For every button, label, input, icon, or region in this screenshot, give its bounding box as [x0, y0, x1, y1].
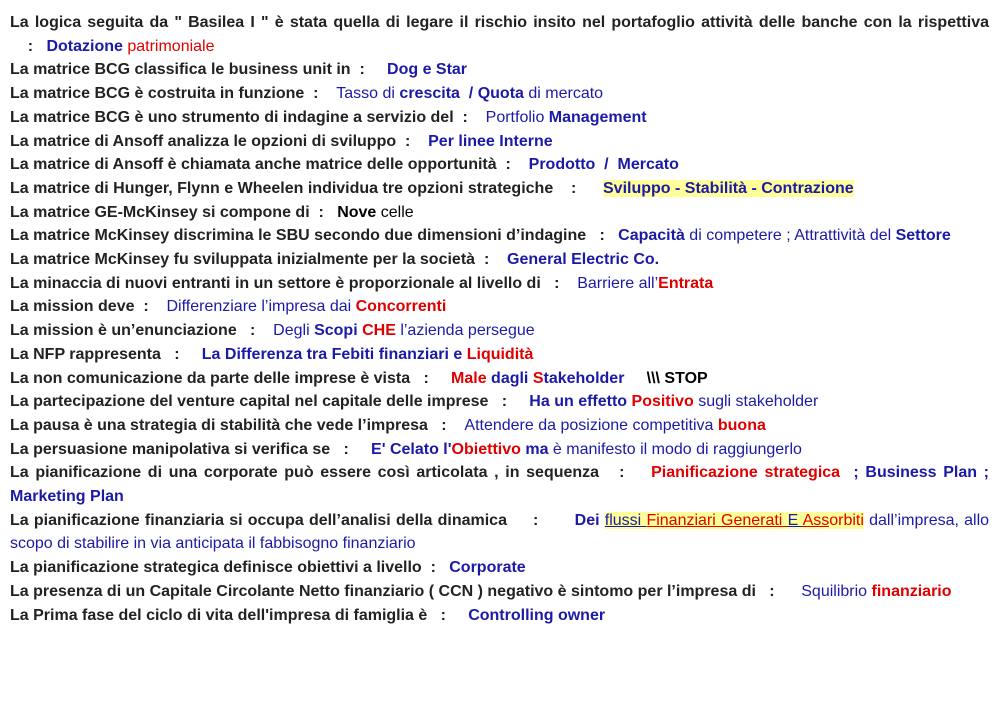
answer-segment: Tasso di: [336, 85, 400, 103]
answer-segment: Degli: [273, 322, 315, 340]
separator: :: [553, 179, 603, 197]
entry-21: [10, 556, 989, 580]
separator: :: [488, 393, 530, 411]
answer-segment: dagli: [486, 369, 533, 387]
answer-segment: Squilibrio: [801, 582, 872, 600]
separator: :: [540, 274, 578, 292]
entry-17: [10, 414, 989, 438]
question-text: La matrice BCG è costruita in funzione: [10, 85, 305, 103]
answer-segment: Dotazione: [46, 37, 128, 55]
question-text: La non comunicazione da parte delle imprese è vista: [10, 369, 411, 387]
answer-segment: Prodotto / Mercato: [528, 156, 679, 174]
answer-segment: Capacità: [618, 227, 685, 245]
answer-segment: celle: [376, 203, 414, 221]
answer-segment: buona: [717, 416, 766, 434]
answer-segment: di mercato: [523, 85, 604, 103]
answer-segment: Barriere all’: [577, 274, 659, 292]
answer-segment: Obiettivo: [451, 440, 521, 458]
question-text: La matrice BCG classifica le business unit in: [10, 61, 351, 79]
answer-segment: Positivo: [631, 393, 694, 411]
separator: :: [309, 203, 338, 221]
question-text: La NFP rappresenta: [10, 345, 161, 363]
entry-6: [10, 153, 989, 177]
answer-segment: CHE: [357, 322, 396, 340]
entry-11: [10, 272, 989, 296]
answer-segment: Corporate: [449, 559, 526, 577]
question-text: La matrice GE-McKinsey si compone di: [10, 203, 310, 221]
entry-3: [10, 82, 989, 106]
separator: :: [350, 61, 388, 79]
answer-segment: flussi: [604, 511, 647, 529]
question-text: La logica seguita da " Basilea I " è stata quella di legare il rischio insito nel portafoglio attività delle banche con la rispettiva: [10, 14, 989, 31]
separator: :: [755, 582, 802, 600]
answer-segment: takeholder: [543, 369, 625, 387]
answer-segment: Portfolio: [485, 108, 549, 126]
question-text: La mission è un’enunciazione: [10, 322, 237, 340]
separator: :: [236, 322, 274, 340]
answer-segment: \\\ STOP: [624, 369, 708, 387]
entry-22: [10, 580, 989, 604]
entry-14: [10, 343, 989, 367]
answer-segment: di competere ; Attrattività del: [684, 227, 896, 245]
question-text: La partecipazione del venture capital nel capitale delle imprese: [10, 393, 489, 411]
separator: :: [586, 227, 619, 245]
entry-15: [10, 367, 989, 391]
answer-segment: orbiti: [829, 511, 864, 529]
answer-segment: Controlling owner: [468, 606, 606, 624]
entry-7: [10, 177, 989, 201]
answer-segment: E' Celato l': [371, 440, 452, 458]
entry-10: [10, 248, 989, 272]
separator: :: [475, 251, 508, 269]
entry-5: [10, 130, 989, 154]
separator: :: [410, 369, 452, 387]
question-text: La matrice McKinsey discrimina le SBU secondo due dimensioni d’indagine: [10, 227, 587, 245]
answer-segment: crescita / Quota: [399, 85, 524, 103]
answer-segment: è manifesto il modo di raggiungerlo: [548, 440, 802, 458]
answer-segment: Attendere da posizione competitiva: [464, 416, 718, 434]
question-text: La pianificazione finanziaria si occupa dell’analisi della dinamica: [10, 511, 507, 529]
separator: :: [427, 606, 469, 624]
answer-segment: Finanziari Generati: [646, 511, 788, 529]
answer-segment: Per linee Interne: [428, 132, 553, 150]
answer-segment: Ha un effetto: [529, 393, 632, 411]
answer-segment: Liquidità: [466, 345, 534, 363]
document-body: [10, 11, 994, 627]
entry-4: [10, 106, 989, 130]
question-text: La Prima fase del ciclo di vita dell'impresa di famiglia è: [10, 606, 428, 624]
entry-19: [10, 461, 994, 508]
separator: :: [496, 156, 529, 174]
question-text: La matrice BCG è uno strumento di indagine a servizio del: [10, 108, 454, 126]
answer-segment: patrimoniale: [127, 37, 215, 55]
entry-1: [10, 11, 989, 58]
question-text: La presenza di un Capitale Circolante Netto finanziario ( CCN ) negativo è sintomo per l’impresa di: [10, 582, 756, 600]
answer-segment: Ass: [802, 511, 830, 529]
answer-segment: Nove: [337, 203, 377, 221]
answer-segment: Dei: [574, 511, 605, 529]
question-text: La pianificazione di una corporate può essere così articolata , in sequenza: [10, 464, 600, 482]
question-text: La mission deve: [10, 298, 135, 316]
question-text: La persuasione manipolativa si verifica se: [10, 440, 331, 458]
entry-13: [10, 319, 989, 343]
separator: :: [396, 132, 429, 150]
separator: :: [160, 345, 202, 363]
question-text: La minaccia di nuovi entranti in un settore è proporzionale al livello di: [10, 274, 541, 292]
question-text: La matrice di Ansoff è chiamata anche matrice delle opportunità: [10, 156, 497, 174]
answer-segment: ; Business Plan ; Marketing Plan: [10, 464, 994, 506]
separator: :: [134, 298, 167, 316]
question-text: La matrice di Ansoff analizza le opzioni di sviluppo: [10, 132, 397, 150]
answer-segment: S: [532, 369, 544, 387]
entry-16: [10, 390, 989, 414]
entry-20: [10, 509, 994, 556]
answer-segment: General Electric Co.: [507, 251, 660, 269]
question-text: La matrice di Hunger, Flynn e Wheelen individua tre opzioni strategiche: [10, 179, 554, 197]
answer-segment: Concorrenti: [355, 298, 447, 316]
answer-segment: dall’impresa, allo scopo di stabilire in via anticipata il fabbisogno finanziario: [10, 511, 994, 553]
entry-2: [10, 58, 989, 82]
answer-segment: Management: [548, 108, 647, 126]
entry-12: [10, 295, 989, 319]
question-text: La matrice McKinsey fu sviluppata inizialmente per la società: [10, 251, 476, 269]
answer-segment: Dog e Star: [387, 61, 468, 79]
answer-segment: ma: [520, 440, 549, 458]
entry-23: [10, 604, 989, 628]
separator: :: [453, 108, 486, 126]
answer-segment: sugli stakeholder: [693, 393, 819, 411]
separator: :: [427, 416, 465, 434]
separator: :: [10, 37, 47, 55]
answer-segment: Entrata: [658, 274, 714, 292]
entry-18: [10, 438, 989, 462]
separator: :: [506, 511, 575, 529]
answer-segment: E: [787, 511, 803, 529]
separator: :: [599, 464, 652, 482]
answer-segment: Pianificazione strategica: [651, 464, 841, 482]
answer-segment: Scopi: [314, 322, 358, 340]
entry-8: [10, 201, 989, 225]
separator: :: [330, 440, 372, 458]
answer-segment: Differenziare l’impresa dai: [166, 298, 356, 316]
answer-segment: l’azienda persegue: [395, 322, 535, 340]
answer-segment: La Differenza tra Febiti finanziari e: [201, 345, 467, 363]
entry-9: [10, 224, 989, 248]
answer-segment: Male: [451, 369, 487, 387]
question-text: La pianificazione strategica definisce obiettivi a livello: [10, 559, 422, 577]
separator: :: [421, 559, 450, 577]
answer-segment: finanziario: [871, 582, 952, 600]
separator: :: [304, 85, 337, 103]
answer-segment: Settore: [895, 227, 951, 245]
answer-segment: Sviluppo - Stabilità - Contrazione: [603, 179, 854, 197]
question-text: La pausa è una strategia di stabilità che vede l’impresa: [10, 416, 428, 434]
